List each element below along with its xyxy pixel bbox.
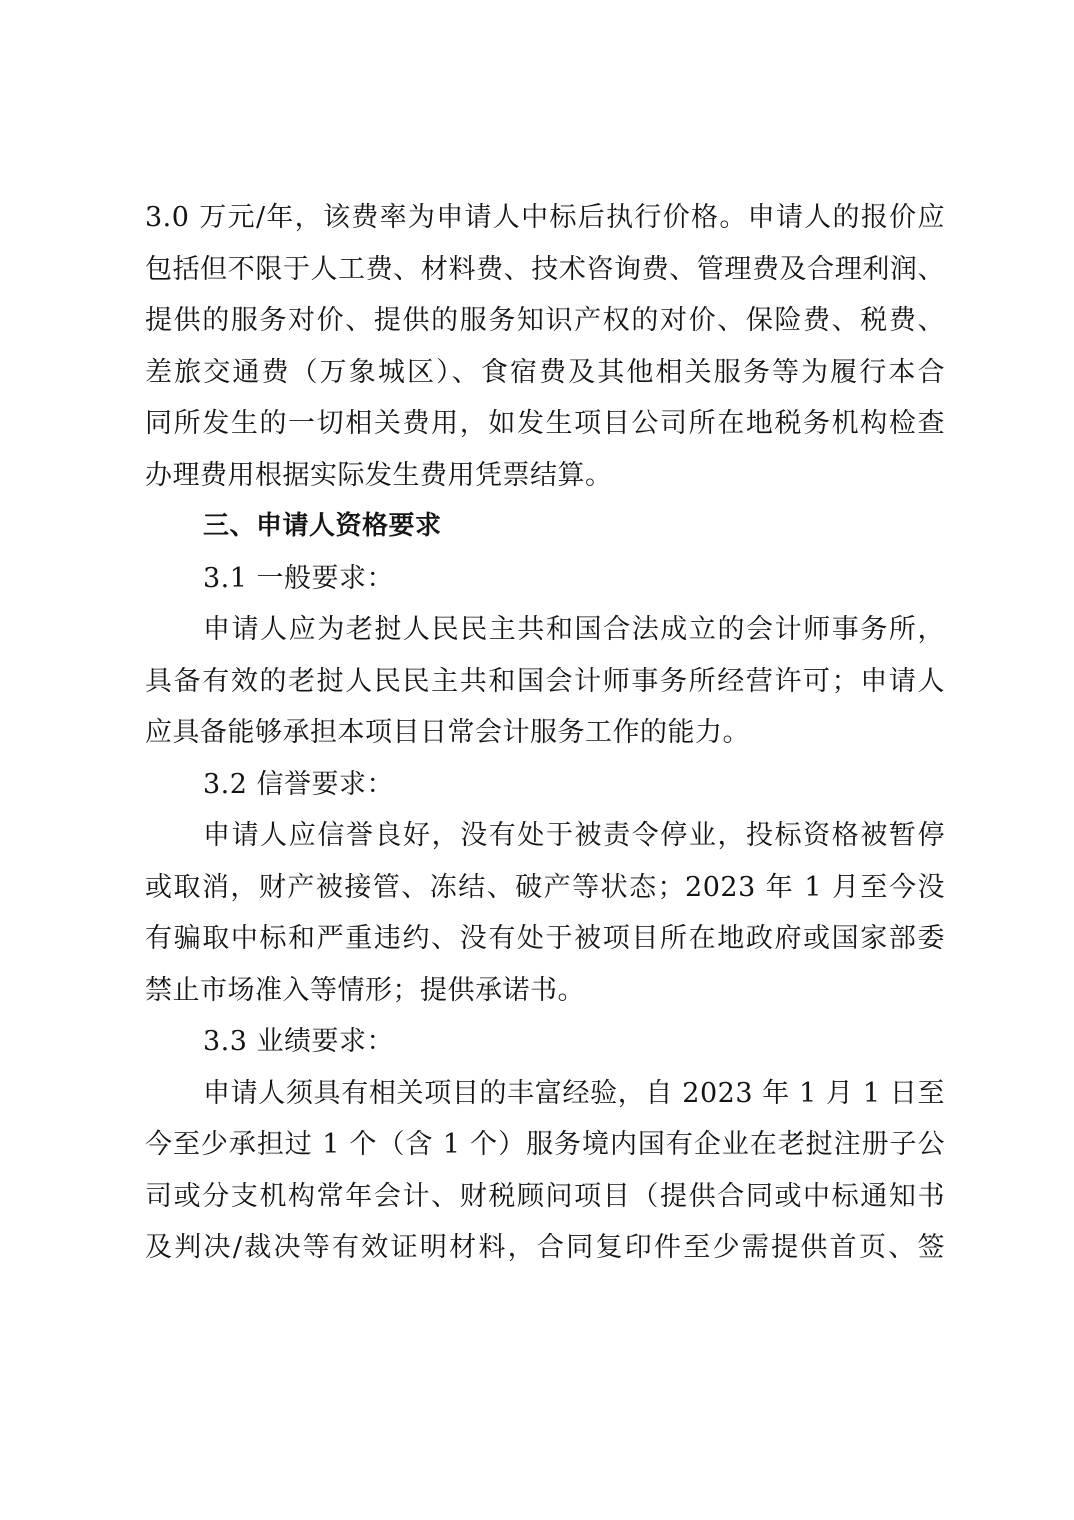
section-heading: 三、申请人资格要求 [203, 511, 442, 541]
text-line: 同所发生的一切相关费用，如发生项目公司所在地税务机构检查 [145, 408, 945, 439]
text-line: 差旅交通费（万象城区）、食宿费及其他相关服务等为履行本合 [145, 356, 945, 388]
text-line: 司或分支机构常年会计、财税顾问项目（提供合同或中标通知书 [145, 1180, 945, 1212]
subsection-heading-general: 3.1 一般要求： [203, 562, 395, 594]
text-line: 具备有效的老挝人民民主共和国会计师事务所经营许可；申请人 [145, 665, 945, 697]
text-line: 申请人应信誉良好，没有处于被责令停业，投标资格被暂停 [203, 820, 945, 851]
text-line: 应具备能够承担本项目日常会计服务工作的能力。 [145, 717, 750, 748]
text-line: 申请人须具有相关项目的丰富经验，自 2023 年 1 月 1 日至 [203, 1077, 945, 1109]
text-line: 有骗取中标和严重违约、没有处于被项目所在地政府或国家部委 [145, 923, 945, 954]
paragraph-fee-terms [145, 192, 945, 501]
paragraph-general-requirements [145, 604, 945, 759]
subsection-heading-performance: 3.3 业绩要求： [203, 1026, 395, 1057]
text-line: 禁止市场准入等情形；提供承诺书。 [145, 974, 585, 1006]
text-line: 提供的服务对价、提供的服务知识产权的对价、保险费、税费、 [145, 305, 945, 336]
document-body [145, 192, 945, 1274]
text-line: 或取消，财产被接管、冻结、破产等状态；2023 年 1 月至今没 [145, 871, 945, 903]
paragraph-performance-requirements [145, 1068, 945, 1274]
text-line: 包括但不限于人工费、材料费、技术咨询费、管理费及合理利润、 [145, 253, 945, 285]
text-line: 今至少承担过 1 个（含 1 个）服务境内国有企业在老挝注册子公 [145, 1129, 945, 1160]
subsection-heading-reputation: 3.2 信誉要求： [203, 768, 395, 800]
text-line: 及判决/裁决等有效证明材料，合同复印件至少需提供首页、签 [145, 1232, 945, 1263]
text-line: 办理费用根据实际发生费用凭票结算。 [145, 459, 613, 491]
text-line: 申请人应为老挝人民民主共和国合法成立的会计师事务所， [203, 614, 945, 645]
paragraph-reputation-requirements [145, 810, 945, 1016]
text-line: 3.0 万元/年，该费率为申请人中标后执行价格。申请人的报价应 [145, 202, 945, 233]
